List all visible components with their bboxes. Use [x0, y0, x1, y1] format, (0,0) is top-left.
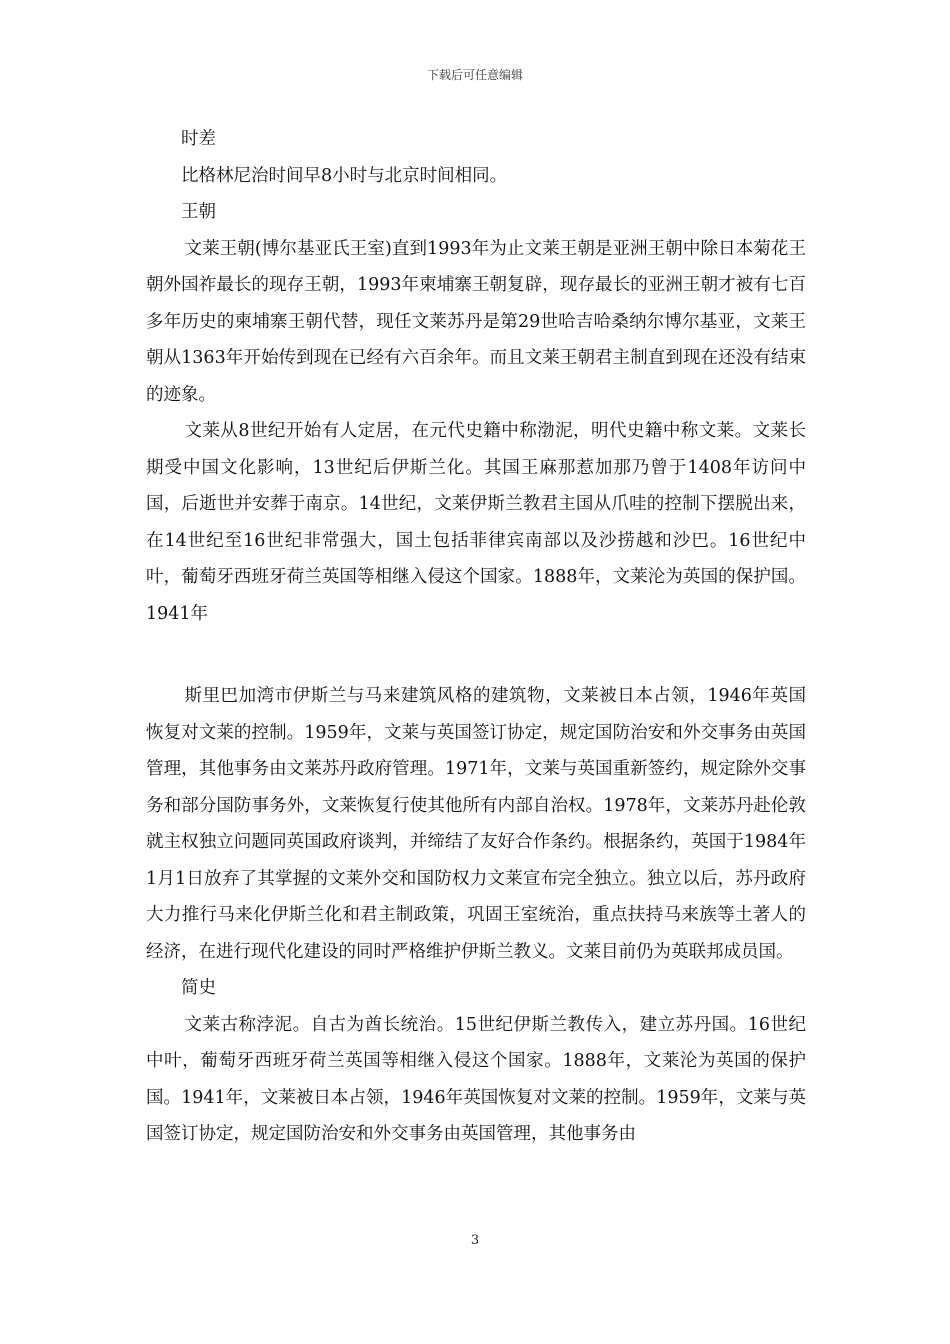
page-number: 3	[470, 1233, 480, 1248]
heading-dynasty: 王朝	[181, 202, 216, 222]
paragraph-history-2: 斯里巴加湾市伊斯兰与马来建筑风格的建筑物，文莱被日本占领，1946年英国恢复对文莱的控制。1959年，文莱与英国签订协定，规定国防治安和外交事务由英国管理，其他事务由文莱苏丹政府管理。1971年，文莱与英国重新签约，规定除外交事务和部分国防事务外，文莱恢复行使其他所有内部自治权。1978年，文莱苏丹赴伦敦就主权独立问题同英国政府谈判，并缔结了友好合作条约。根据条约，英国于1984年1月1日放弃了其掌握的文莱外交和国防权力文莱宣布完全独立。独立以后，苏丹政府大力推行马来化伊斯兰化和君主制政策，巩固王室统治，重点扶持马来族等土著人的经济，在进行现代化建设的同时严格维护伊斯兰教义。文莱目前仍为英联邦成员国。	[146, 686, 806, 962]
paragraph-dynasty: 文莱王朝(博尔基亚氏王室)直到1993年为止文莱王朝是亚洲王朝中除日本菊花王朝外国祚最长的现存王朝，1993年柬埔寨王朝复辟，现存最长的亚洲王朝才被有七百多年历史的柬埔寨王朝代替，现任文莱苏丹是第29世哈吉哈桑纳尔博尔基亚，文莱王朝从1363年开始传到现在已经有六百余年。而且文莱王朝君主制直到现在还没有结束的迹象。	[146, 238, 806, 405]
blank-gap	[146, 632, 806, 678]
document-body	[146, 121, 806, 1153]
heading-brief-history: 简史	[181, 978, 216, 998]
heading-time-difference: 时差	[181, 129, 216, 149]
paragraph-time-difference: 比格林尼治时间早8小时与北京时间相同。	[181, 165, 508, 186]
paragraph-brief-history: 文莱古称浡泥。自古为酋长统治。15世纪伊斯兰教传入，建立苏丹国。16世纪中叶，葡萄牙西班牙荷兰英国等相继入侵这个国家。1888年，文莱沦为英国的保护国。1941年，文莱被日本占领，1946年英国恢复对文莱的控制。1959年，文莱与英国签订协定，规定国防治安和外交事务由英国管理，其他事务由	[146, 1014, 806, 1144]
paragraph-history-1: 文莱从8世纪开始有人定居，在元代史籍中称渤泥，明代史籍中称文莱。文莱长期受中国文化影响，13世纪后伊斯兰化。其国王麻那惹加那乃曾于1408年访问中国，后逝世并安葬于南京。14世纪，文莱伊斯兰教君主国从爪哇的控制下摆脱出来，在14世纪至16世纪非常强大，国土包括菲律宾南部以及沙捞越和沙巴。16世纪中叶，葡萄牙西班牙荷兰英国等相继入侵这个国家。1888年，文莱沦为英国的保护国。1941年	[146, 421, 806, 624]
page-header: 下载后可任意编辑	[426, 68, 523, 82]
